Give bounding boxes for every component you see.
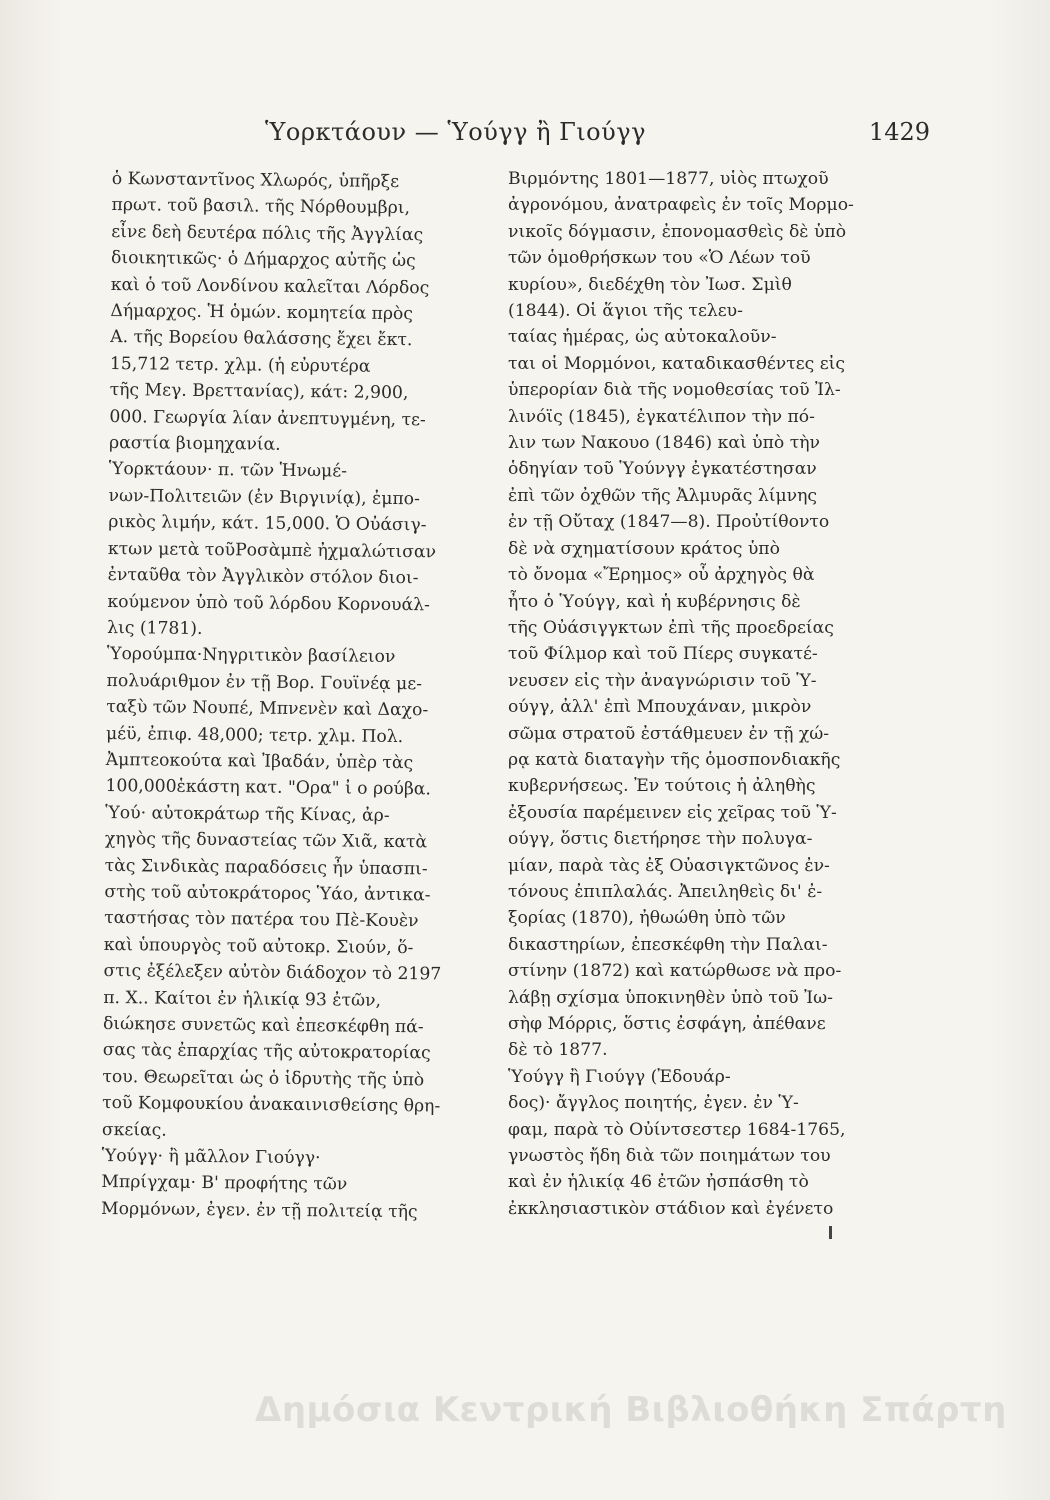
text-line: ὑπερορίαν διὰ τῆς νομοθεσίας τοῦ Ἰλ-: [508, 380, 841, 401]
ornament-mark: [829, 1226, 832, 1239]
text-line: ὁδηγίαν τοῦ Ὑούνγγ ἐγκατέστησαν: [508, 459, 817, 480]
text-line: λινόϊς (1845), ἐγκατέλιπον τὴν πό-: [508, 406, 815, 427]
text-line: διώκησε συνετῶς καὶ ἐπεσκέφθη πά-: [102, 1013, 424, 1038]
text-line: σκείας.: [101, 1119, 167, 1141]
text-line: κτων μετὰ τοῦΡοσὰμπὲ ἠχμαλώτισαν: [107, 538, 437, 563]
text-line: νευσεν εἰς τὴν ἀναγνώρισιν τοῦ Ὑ-: [508, 670, 817, 691]
text-line: μέϋ, ἐπιφ. 48,000; τετρ. χλμ. Πολ.: [105, 723, 404, 747]
text-line: στὴς τοῦ αὐτοκράτορος Ὑάο, ἀντικα-: [104, 881, 431, 906]
text-line: κυρίου», διεδέχθη τὸν Ἰωσ. Σμὶθ: [508, 274, 792, 295]
text-line: κυβερνήσεως. Ἐν τούτοις ἡ ἀληθὴς: [508, 776, 816, 797]
text-line: σας τὰς ἐπαρχίας τῆς αὐτοκρατορίας: [102, 1040, 431, 1064]
text-line: μίαν, παρὰ τὰς ἐξ Οὐασιγκτῶνος ἐν-: [508, 855, 830, 876]
text-line: Ὑορούμπα·Νηγριτικὸν βασίλειον: [106, 644, 396, 668]
text-line: στις ἐξέλεξεν αὐτὸν διάδοχον τὸ 2197: [103, 961, 442, 985]
text-line: Ὑούγγ ἢ Γιούγγ (Ἐδουάρ-: [508, 1066, 731, 1087]
text-line: λις (1781).: [107, 617, 203, 639]
right-column: [508, 166, 863, 1222]
text-line: ἐνταῦθα τὸν Ἀγγλικὸν στόλον διοι-: [107, 565, 419, 589]
text-line: σῶμα στρατοῦ ἐστάθμευεν ἐν τῇ χώ-: [508, 723, 830, 744]
text-line: ρᾳ κατὰ διαταγὴν τῆς ὁμοσπονδιακῆς: [508, 749, 841, 770]
text-line: δος)· ἄγγλος ποιητής, ἐγεν. ἐν Ὑ-: [508, 1093, 799, 1114]
text-line: λάβῃ σχίσμα ὑποκινηθὲν ὑπὸ τοῦ Ἰω-: [508, 987, 833, 1008]
text-line: τῆς Οὐάσιγγκτων ἐπὶ τῆς προεδρείας: [508, 617, 834, 638]
text-line: νων-Πολιτειῶν (ἐν Βιργινίᾳ), ἐμπο-: [108, 485, 421, 510]
text-line: Ἀμπτεοκούτα καὶ Ἰβαδάν, ὑπὲρ τὰς: [105, 749, 414, 774]
text-line: χηγὸς τῆς δυναστείας τῶν Χιᾶ, κατὰ: [104, 829, 428, 853]
text-line: τὰς Σινδικὰς παραδόσεις ἦν ὑπασπι-: [104, 855, 428, 879]
text-line: ξορίας (1870), ἠθωώθη ὑπὸ τῶν: [508, 908, 786, 929]
text-line: διοικητικῶς· ὁ Δήμαρχος αὐτῆς ὡς: [110, 248, 416, 272]
text-line: τὸ ὄνομα «Ἔρημος» οὗ ἀρχηγὸς θὰ: [508, 565, 815, 586]
text-line: δικαστηρίων, ἐπεσκέφθη τὴν Παλαι-: [508, 934, 828, 955]
text-line: γνωστὸς ἤδη διὰ τῶν ποιημάτων του: [508, 1146, 831, 1167]
text-line: τοῦ Φίλμορ καὶ τοῦ Πίερς συγκατέ-: [508, 644, 818, 665]
text-line: ταίας ἡμέρας, ὡς αὐτοκαλοῦν-: [508, 327, 777, 348]
text-line: του. Θεωρεῖται ὡς ὁ ἱδρυτὴς τῆς ὑπὸ: [102, 1066, 425, 1091]
text-line: νικοῖς δόγμασιν, ἐπονομασθεὶς δὲ ὑπὸ: [508, 221, 847, 242]
text-line: 100,000ἑκάστη κατ. "Ορα" ἰ ο ρούβα.: [105, 776, 432, 800]
text-line: π. Χ.. Καίτοι ἐν ἡλικίᾳ 93 ἐτῶν,: [103, 987, 382, 1011]
text-line: (1844). Οἱ ἅγιοι τῆς τελευ-: [508, 301, 743, 322]
text-line: ἦτο ὁ Ὑούγγ, καὶ ἡ κυβέρνησις δὲ: [508, 591, 801, 612]
text-line: Ὑορκτάουν· π. τῶν Ἡνωμέ-: [108, 459, 348, 482]
text-line: Μπρίγχαμ· Β' προφήτης τῶν: [101, 1172, 348, 1195]
text-line: 15,712 τετρ. χλμ. (ἡ εὐρυτέρα: [109, 353, 371, 377]
text-line: ἐξουσία παρέμεινεν εἰς χεῖρας τοῦ Ὑ-: [508, 802, 837, 823]
text-line: ται οἱ Μορμόνοι, καταδικασθέντες εἰς: [508, 353, 846, 374]
text-line: ἐν τῇ Οὔταχ (1847—8). Προὐτίθοντο: [508, 512, 830, 533]
text-line: Ὑούγγ· ἢ μᾶλλον Γιούγγ·: [101, 1145, 321, 1169]
text-line: ἐκκλησιαστικὸν στάδιον καὶ ἐγένετο: [508, 1198, 834, 1219]
library-watermark: Δημόσια Κεντρική Βιβλιοθήκη Σπάρτη: [255, 1390, 1007, 1430]
text-line: δὲ νὰ σχηματίσουν κράτος ὑπὸ: [508, 538, 780, 559]
text-line: Ὑού· αὐτοκράτωρ τῆς Κίνας, ἀρ-: [105, 802, 390, 826]
text-line: καὶ ὁ τοῦ Λονδίνου καλεῖται Λόρδος: [110, 274, 430, 298]
text-line: Βιρμόντης 1801—1877, υἱὸς πτωχοῦ: [508, 169, 829, 189]
text-line: Μορμόνων, ἐγεν. ἐν τῇ πολιτείᾳ τῆς: [100, 1198, 418, 1223]
page-number: 1429: [868, 118, 930, 146]
text-line: τῶν ὁμοθρήσκων του «Ὁ Λέων τοῦ: [508, 248, 811, 269]
text-line: ἀγρονόμου, ἀνατραφεὶς ἐν τοῖς Μορμο-: [508, 195, 854, 216]
text-line: Α. τῆς Βορείου θαλάσσης ἔχει ἔκτ.: [110, 327, 413, 351]
text-line: κούμενον ὑπὸ τοῦ λόρδου Κορνουάλ-: [107, 591, 430, 615]
text-line: εἶνε δεὴ δευτέρα πόλις τῆς Ἀγγλίας: [111, 221, 424, 246]
text-line: ταστήσας τὸν πατέρα του Πὲ-Κουὲν: [104, 908, 419, 932]
text-line: ρικὸς λιμήν, κάτ. 15,000. Ὁ Οὐάσιγ-: [108, 512, 427, 536]
text-line: 000. Γεωργία λίαν ἀνεπτυγμένη, τε-: [109, 406, 426, 430]
page-header: [90, 118, 930, 154]
text-line: φαμ, παρὰ τὸ Οὐίντσεστερ 1684-1765,: [508, 1119, 846, 1140]
text-line: ἐπὶ τῶν ὀχθῶν τῆς Ἀλμυρᾶς λίμνης: [508, 485, 817, 506]
text-line: δὲ τὸ 1877.: [508, 1040, 608, 1061]
text-line: λιν των Νακουο (1846) καὶ ὑπὸ τὴν: [508, 433, 820, 454]
text-line: καὶ ἐν ἡλικίᾳ 46 ἐτῶν ἠσπάσθη τὸ: [508, 1172, 809, 1193]
text-line: Δήμαρχος. Ἡ ὁμών. κομητεία πρὸς: [110, 301, 414, 325]
running-head: Ὑορκτάουν — Ὑούγγ ἢ Γιούγγ: [265, 118, 646, 146]
text-line: στίνην (1872) καὶ κατώρθωσε νὰ προ-: [508, 961, 842, 982]
text-line: σὴφ Μόρρις, ὅστις ἐσφάγη, ἀπέθανε: [508, 1014, 826, 1034]
text-line: τῆς Μεγ. Βρεττανίας), κάτ: 2,900,: [109, 380, 409, 404]
text-line: πολυάριθμον ἐν τῇ Βορ. Γουϊνέᾳ με-: [106, 670, 423, 694]
text-line: καὶ ὑπουργὸς τοῦ αὐτοκρ. Σιούν, ὅ-: [103, 934, 414, 958]
text-line: πρωτ. τοῦ βασιλ. τῆς Νόρθουμβρι,: [111, 195, 411, 219]
text-line: τοῦ Κομφουκίου ἀνακαινισθείσης θρη-: [102, 1093, 441, 1117]
text-line: ούγγ, ὅστις διετήρησε τὴν πολυγα-: [508, 829, 813, 850]
text-line: ταξὺ τῶν Νουπέ, Μπνενὲν καὶ Δαχο-: [106, 697, 429, 721]
text-line: ραστία βιομηχανία.: [108, 433, 281, 455]
text-line: ὁ Κωνσταντῖνος Χλωρός, ὑπῆρξε: [111, 168, 400, 193]
text-line: τόνους ἐπιπλαλάς. Ἀπειληθεὶς δι' ἐ-: [508, 881, 823, 902]
left-column: [101, 166, 462, 1226]
text-line: ούγγ, ἀλλ' ἐπὶ Μπουχάναν, μικρὸν: [508, 697, 812, 718]
